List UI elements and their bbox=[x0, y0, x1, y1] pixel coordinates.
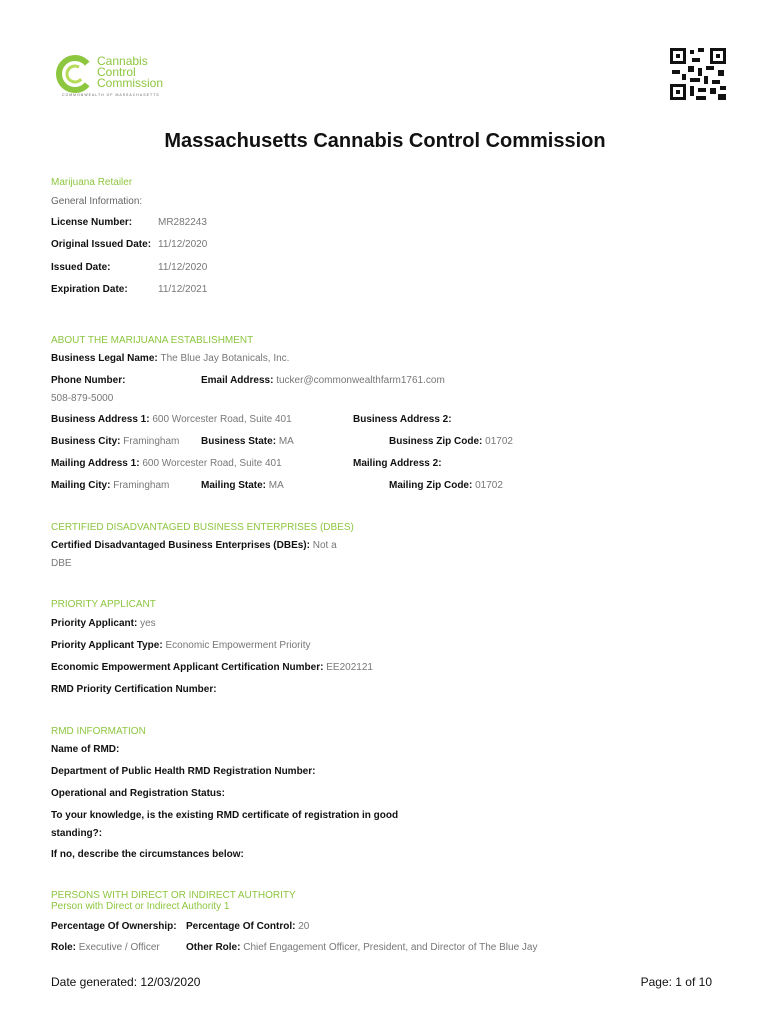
mailing-address1-value: 600 Worcester Road, Suite 401 bbox=[142, 458, 282, 469]
general-info-heading: General Information: bbox=[51, 196, 143, 207]
license-type: Marijuana Retailer bbox=[51, 177, 133, 188]
dbe-value-continued: DBE bbox=[51, 558, 72, 569]
priority-type-value: Economic Empowerment Priority bbox=[165, 640, 311, 651]
email-field bbox=[201, 375, 445, 386]
ee-certification-value: EE202121 bbox=[326, 662, 373, 673]
mailing-city-label: Mailing City: bbox=[51, 480, 111, 491]
other-role-value: Chief Engagement Officer, President, and Director of The Blue Jay bbox=[243, 942, 538, 953]
mailing-zip-label: Mailing Zip Code: bbox=[389, 480, 473, 491]
priority-applicant-value: yes bbox=[140, 618, 156, 629]
good-standing-label: To your knowledge, is the existing RMD certificate of registration in good bbox=[51, 810, 399, 821]
legal-name-field bbox=[51, 353, 289, 364]
zip-value: 01702 bbox=[485, 436, 513, 447]
mailing-zip-field bbox=[389, 480, 503, 491]
state-value: MA bbox=[278, 436, 294, 447]
mailing-city-value: Framingham bbox=[113, 480, 170, 491]
describe-circumstances-label: If no, describe the circumstances below: bbox=[51, 849, 244, 860]
mailing-state-value: MA bbox=[268, 480, 284, 491]
expiration-date: 11/12/2021 bbox=[158, 284, 208, 295]
logo-tagline: COMMONWEALTH OF MASSACHUSETTS bbox=[62, 93, 160, 97]
priority-heading: PRIORITY APPLICANT bbox=[51, 599, 156, 610]
phone-value: 508-879-5000 bbox=[51, 393, 114, 404]
mailing-address1-label: Mailing Address 1: bbox=[51, 458, 140, 469]
mailing-city-field bbox=[51, 480, 169, 491]
address2-label: Business Address 2: bbox=[353, 414, 452, 425]
email-label: Email Address: bbox=[201, 375, 274, 386]
phone-label: Phone Number: bbox=[51, 375, 126, 386]
date-generated: Date generated: 12/03/2020 bbox=[51, 975, 201, 989]
role-value: Executive / Officer bbox=[78, 942, 160, 953]
role-label: Role: bbox=[51, 942, 76, 953]
persons-heading: PERSONS WITH DIRECT OR INDIRECT AUTHORITY bbox=[51, 890, 296, 901]
license-number-label: License Number: bbox=[51, 217, 133, 228]
email-value: tucker@commonwealthfarm1761.com bbox=[276, 375, 445, 386]
control-value: 20 bbox=[298, 921, 310, 932]
expiration-label: Expiration Date: bbox=[51, 284, 128, 295]
role-field bbox=[51, 942, 160, 953]
license-number: MR282243 bbox=[158, 217, 207, 228]
rmd-heading: RMD INFORMATION bbox=[51, 726, 146, 737]
qr-code-icon bbox=[670, 48, 726, 100]
city-value: Framingham bbox=[123, 436, 180, 447]
issued-label: Issued Date: bbox=[51, 262, 111, 273]
control-field bbox=[186, 921, 309, 932]
dbe-label: Certified Disadvantaged Business Enterprises (DBEs): bbox=[51, 540, 310, 551]
rmd-priority-label: RMD Priority Certification Number: bbox=[51, 684, 217, 695]
original-issued-label: Original Issued Date: bbox=[51, 239, 152, 250]
zip-field bbox=[389, 436, 513, 447]
dbe-field bbox=[51, 540, 337, 551]
address1-label: Business Address 1: bbox=[51, 414, 150, 425]
operational-status-label: Operational and Registration Status: bbox=[51, 788, 225, 799]
dbe-value: Not a bbox=[312, 540, 337, 551]
control-label: Percentage Of Control: bbox=[186, 921, 296, 932]
zip-label: Business Zip Code: bbox=[389, 436, 483, 447]
other-role-label: Other Role: bbox=[186, 942, 241, 953]
mailing-address2-label: Mailing Address 2: bbox=[353, 458, 442, 469]
dph-registration-label: Department of Public Health RMD Registration Number: bbox=[51, 766, 316, 777]
priority-applicant-label: Priority Applicant: bbox=[51, 618, 138, 629]
priority-type-label: Priority Applicant Type: bbox=[51, 640, 163, 651]
original-issued-date: 11/12/2020 bbox=[158, 239, 208, 250]
rmd-name-label: Name of RMD: bbox=[51, 744, 120, 755]
establishment-heading: ABOUT THE MARIJUANA ESTABLISHMENT bbox=[51, 335, 254, 346]
other-role-field bbox=[186, 942, 537, 953]
dbe-heading: CERTIFIED DISADVANTAGED BUSINESS ENTERPRISES (DBES) bbox=[51, 522, 354, 533]
state-field bbox=[201, 436, 294, 447]
address1-field bbox=[51, 414, 292, 425]
city-field bbox=[51, 436, 179, 447]
page-title: Massachusetts Cannabis Control Commission bbox=[164, 130, 606, 152]
address1-value: 600 Worcester Road, Suite 401 bbox=[152, 414, 292, 425]
city-label: Business City: bbox=[51, 436, 121, 447]
mailing-zip-value: 01702 bbox=[475, 480, 503, 491]
legal-name-value: The Blue Jay Botanicals, Inc. bbox=[160, 353, 290, 364]
mailing-address1-field bbox=[51, 458, 282, 469]
legal-name-label: Business Legal Name: bbox=[51, 353, 158, 364]
state-label: Business State: bbox=[201, 436, 277, 447]
priority-type-field bbox=[51, 640, 311, 651]
priority-applicant-field bbox=[51, 618, 156, 629]
ee-certification-field bbox=[51, 662, 373, 673]
issued-date: 11/12/2020 bbox=[158, 262, 208, 273]
ee-certification-label: Economic Empowerment Applicant Certification Number: bbox=[51, 662, 324, 673]
mailing-state-field bbox=[201, 480, 284, 491]
good-standing-label-continued: standing?: bbox=[51, 828, 103, 839]
person-1-subheading: Person with Direct or Indirect Authority 1 bbox=[51, 901, 230, 912]
ownership-label: Percentage Of Ownership: bbox=[51, 921, 177, 932]
logo-wordmark: Cannabis Control Commission bbox=[97, 54, 164, 90]
page-number: Page: 1 of 10 bbox=[640, 975, 712, 989]
mailing-state-label: Mailing State: bbox=[201, 480, 267, 491]
